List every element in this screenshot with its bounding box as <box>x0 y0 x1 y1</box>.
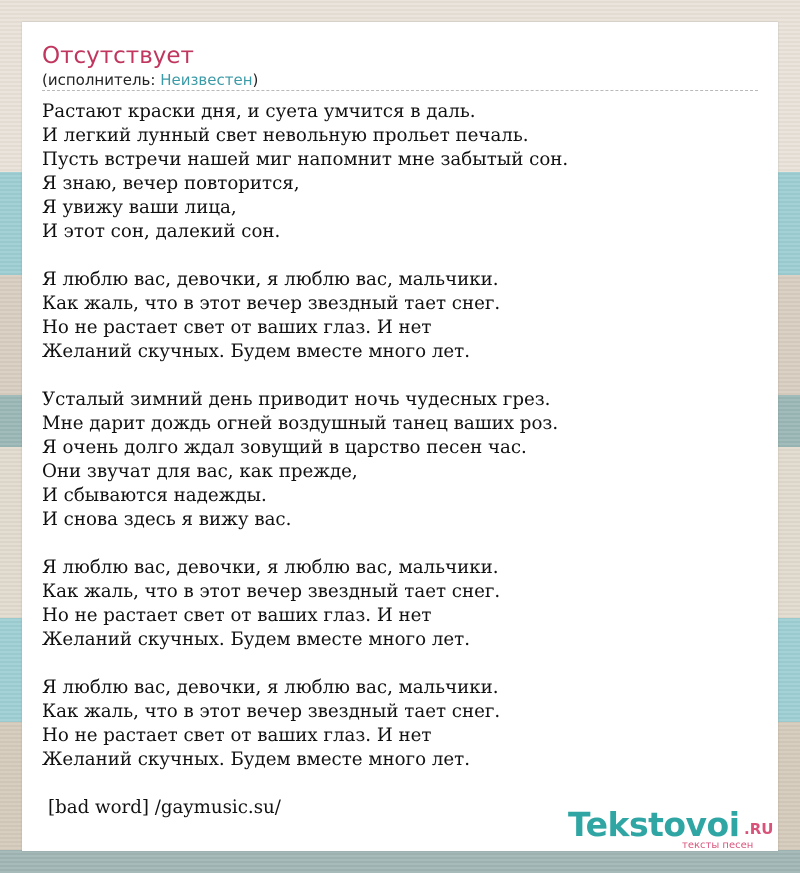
lyric-line: Но не растает свет от ваших глаз. И нет <box>42 725 432 746</box>
lyrics-text <box>42 100 758 772</box>
lyric-line: И этот сон, далекий сон. <box>42 221 281 242</box>
artist-line <box>42 70 258 90</box>
lyric-line: И сбываются надежды. <box>42 485 267 506</box>
lyric-line: Усталый зимний день приводит ночь чудесных грез. <box>42 389 551 410</box>
lyric-line: Я увижу ваши лица, <box>42 197 237 218</box>
lyric-line: Желаний скучных. Будем вместе много лет. <box>42 341 470 362</box>
lyric-line <box>42 364 758 388</box>
lyric-line: Желаний скучных. Будем вместе много лет. <box>42 749 470 770</box>
lyric-line: Мне дарит дождь огней воздушный танец ваших роз. <box>42 413 559 434</box>
song-title: Отсутствует <box>42 43 194 69</box>
lyric-line <box>42 244 758 268</box>
artist-link[interactable]: Неизвестен <box>160 71 253 89</box>
lyric-line <box>42 532 758 556</box>
logo-domain-suffix: .RU <box>744 820 774 838</box>
lyric-line: Но не растает свет от ваших глаз. И нет <box>42 605 432 626</box>
lyric-line <box>42 652 758 676</box>
lyrics-card <box>22 22 778 851</box>
lyric-line: Как жаль, что в этот вечер звездный тает снег. <box>42 293 501 314</box>
lyric-line: Пусть встречи нашей миг напомнит мне забытый сон. <box>42 149 569 170</box>
artist-prefix: (исполнитель: <box>42 71 161 89</box>
dashed-divider <box>42 90 758 91</box>
lyric-line: Я люблю вас, девочки, я люблю вас, мальчики. <box>42 269 499 290</box>
logo-wordmark: Tekstovoi <box>568 805 740 844</box>
lyric-line: Они звучат для вас, как прежде, <box>42 461 358 482</box>
artist-suffix: ) <box>252 71 259 89</box>
source-note: [bad word] /gaymusic.su/ <box>48 797 281 818</box>
lyric-line: Я знаю, вечер повторится, <box>42 173 300 194</box>
lyric-line: И снова здесь я вижу вас. <box>42 509 292 530</box>
lyric-line: Как жаль, что в этот вечер звездный тает снег. <box>42 701 501 722</box>
logo-tagline: тексты песен <box>682 840 754 851</box>
lyric-line: И легкий лунный свет невольную прольет печаль. <box>42 125 529 146</box>
tekstovoi-logo[interactable] <box>568 806 778 852</box>
lyric-line: Я люблю вас, девочки, я люблю вас, мальчики. <box>42 557 499 578</box>
lyric-line: Растают краски дня, и суета умчится в даль. <box>42 101 476 122</box>
lyric-line: Я люблю вас, девочки, я люблю вас, мальчики. <box>42 677 499 698</box>
lyric-line: Я очень долго ждал зовущий в царство песен час. <box>42 437 527 458</box>
lyric-line: Желаний скучных. Будем вместе много лет. <box>42 629 470 650</box>
lyric-line: Как жаль, что в этот вечер звездный тает снег. <box>42 581 501 602</box>
lyric-line: Но не растает свет от ваших глаз. И нет <box>42 317 432 338</box>
